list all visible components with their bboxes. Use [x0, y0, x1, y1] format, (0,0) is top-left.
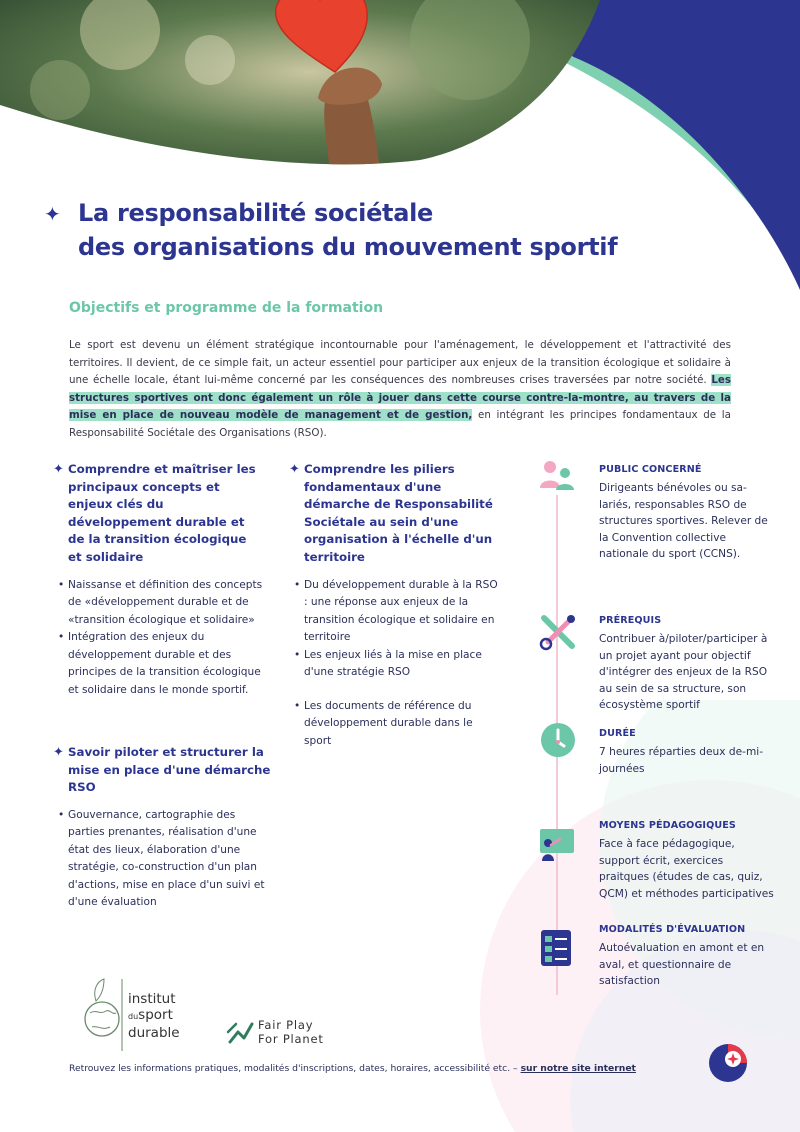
sparkle-icon: ✦ — [289, 462, 300, 477]
list-item: • Les enjeux liés à la mise en place d'une stratégie RSO — [294, 648, 482, 679]
people-icon — [538, 458, 578, 498]
title-text — [78, 196, 744, 264]
list-item: • Intégration des enjeux du développement durable et des principes de la transition écologique et solidaire dans le monde sportif. — [58, 631, 261, 696]
info-text: Autoévaluation en amont et en aval, et questionnaire de satisfaction — [599, 942, 765, 988]
title-line-2: des organisations du mouvement sportif — [78, 233, 618, 261]
info-heading: MOYENS PÉDAGOGIQUES — [599, 820, 736, 831]
module-list — [54, 577, 264, 700]
info-evaluation — [599, 922, 774, 990]
info-text: 7 heures réparties deux de-mi-journées — [599, 746, 764, 775]
list-item: • Gouvernance, cartographie des parties prenantes, réalisation d'une état des lieux, élaboration d'une stratégie, co-construction d'un plan d'actions, mise en place d'un suivi et d'une évaluation — [58, 808, 265, 909]
list-item: • Les documents de référence du développement durable dans le sport — [294, 699, 473, 747]
info-heading: PUBLIC CONCERNÉ — [599, 464, 702, 475]
module-1 — [54, 461, 264, 699]
footer-text: Retrouvez les informations pratiques, modalités d'inscriptions, dates, horaires, accessibilité etc. – — [69, 1063, 521, 1074]
info-moyens — [599, 818, 774, 902]
list-item: • Du développement durable à la RSO : une réponse aux enjeux de la transition écologique et solidaire en territoire — [294, 578, 498, 644]
logo-text: durable — [128, 1025, 180, 1041]
intro-highlight: Les structures sportives ont donc également un rôle à jouer dans cette course contre-la-montre, au travers de la mise en place de nouveau modèle de management et de gestion, — [69, 374, 731, 422]
logo-text: du — [128, 1012, 139, 1021]
intro-text-end: en intégrant les principes fondamentaux de la Responsabilité Sociétale des Organisations (RSO). — [69, 409, 731, 439]
logo-fair-play-for-planet — [226, 1018, 366, 1048]
intro-text: Le sport est devenu un élément stratégique incontournable pour l'aménagement, le développement et l'attractivité des territoires. Il devient, de ce simple fait, un acteur essentiel pour participer aux enjeux de la transition écologique et solidaire à une échelle locale, étant lui-même concerné par les conséquences des nombreuses crises traversées par notre société. — [69, 339, 731, 387]
runner-icon — [226, 1018, 256, 1046]
checklist-icon — [536, 928, 576, 968]
module-title: ✦ Comprendre et maîtriser les principaux concepts et enjeux clés du développement durable et de la transition écologique et solidaire — [53, 462, 256, 564]
logo-text: Fair Play — [258, 1018, 314, 1032]
list-item: • Naissanse et définition des concepts de «développement durable et de «transition écologique et solidaire» — [58, 578, 263, 626]
info-heading: DURÉE — [599, 728, 636, 739]
title-line-1: La responsabilité sociétale — [78, 199, 434, 227]
globe-leaf-icon — [82, 975, 126, 1055]
module-list — [54, 807, 272, 912]
logo-text: For Planet — [258, 1032, 324, 1046]
module-2 — [54, 744, 272, 912]
info-prerequis — [599, 613, 774, 713]
module-title: ✦ Savoir piloter et structurer la mise en place d'une démarche RSO — [53, 745, 271, 795]
info-text: Dirigeants bénévoles ou sa-lariés, responsables RSO de structures sportives. Relever de la Convention collective nationale du sport (CCNS). — [599, 482, 768, 561]
module-title: ✦ Comprendre les piliers fondamentaux d'une démarche de Responsabilité Sociétale au sein d'une organisation à l'échelle d'un territoire — [289, 462, 493, 564]
intro-paragraph — [69, 337, 731, 443]
sparkle-icon: ✦ — [44, 202, 61, 226]
info-heading: PRÉREQUIS — [599, 615, 662, 626]
sparkle-icon: ✦ — [53, 462, 64, 477]
teacher-icon — [536, 825, 576, 865]
logo-institut-sport-durable — [82, 975, 192, 1055]
olympic-badge-icon — [707, 1042, 749, 1084]
info-public — [599, 462, 774, 562]
footer-note — [69, 1063, 636, 1074]
website-link[interactable]: sur notre site internet — [520, 1063, 636, 1074]
info-text: Contribuer à/piloter/participer à un projet ayant pour objectif d'intégrer des enjeux de la RSO au sein de sa structure, son écosystème sportif — [599, 633, 768, 712]
info-text: Face à face pédagogique, support écrit, exercices praitques (études de cas, quiz, QCM) et méthodes participatives — [599, 838, 774, 900]
sparkle-icon: ✦ — [53, 745, 64, 760]
logo-text: sport — [138, 1007, 173, 1023]
info-duree — [599, 726, 774, 777]
logo-text: institut — [128, 991, 176, 1007]
info-heading: MODALITÉS D'ÉVALUATION — [599, 924, 746, 935]
clock-icon — [538, 720, 578, 760]
hero-photo — [0, 0, 620, 180]
tools-icon — [538, 612, 578, 652]
section-subtitle: Objectifs et programme de la formation — [69, 300, 384, 316]
page-title — [44, 196, 744, 264]
